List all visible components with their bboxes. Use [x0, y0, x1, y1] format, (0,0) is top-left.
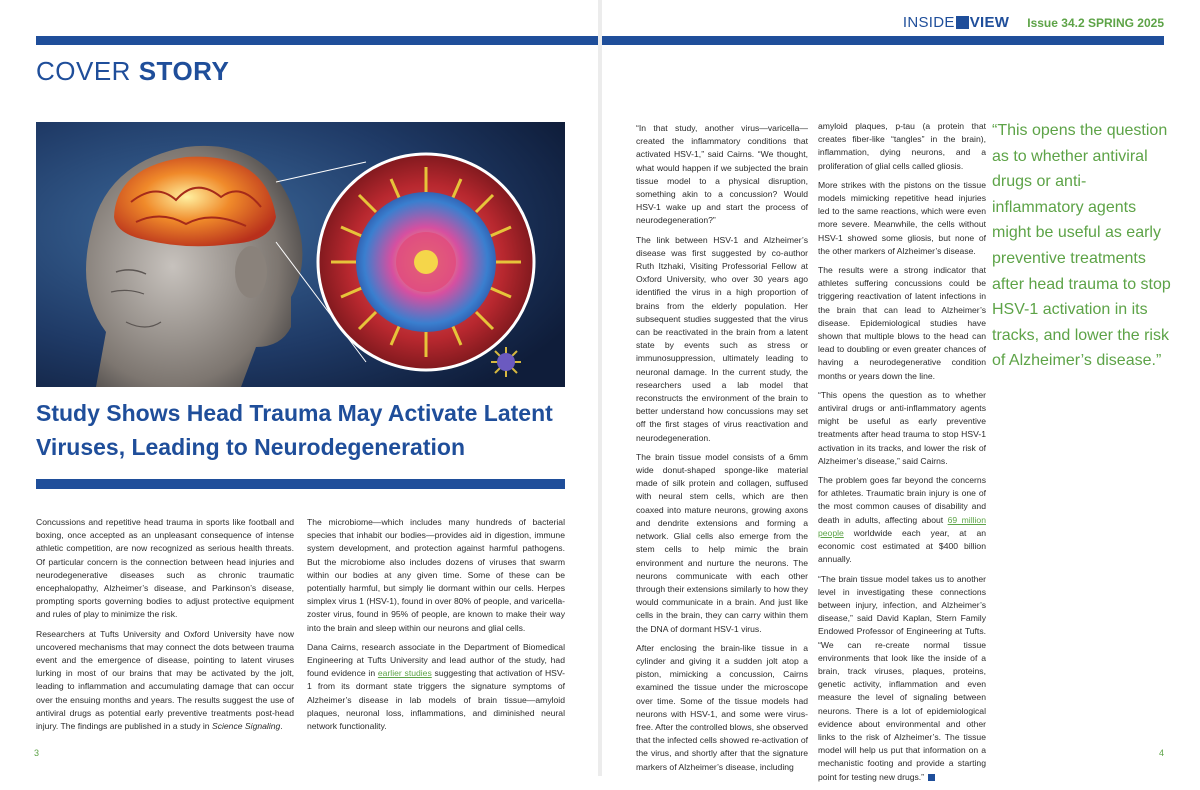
left-column-1 [36, 516, 294, 739]
paragraph-text: suggesting that activation of HSV-1 from its dormant state triggers the signature symptoms of Alzheimer’s disease in lab models of brain tissue—amyloid plaques, neuronal loss, inflammations, and diminished neural network functionality. [307, 668, 566, 732]
headline-underline-bar [36, 479, 565, 489]
paragraph-text: worldwide each year, at an economic cost estimated at $400 billion annually. [818, 527, 986, 565]
earlier-studies-link[interactable]: earlier studies [377, 668, 432, 679]
issue-label: Issue 34.2 SPRING 2025 [1027, 15, 1164, 30]
paragraph: “In that study, another virus—varicella—created the inflammatory conditions that activated HSV-1,” said Cairns. “We thought, what would happen if we subjected the brain tissue model to a physical disruption, something akin to a concussion? Would HSV-1 wake up and start the process of neurodegeneration?” [636, 123, 808, 226]
paragraph: amyloid plaques, p-tau (a protein that creates fiber-like “tangles” in the brain), inflammation, dying neurons, and a proliferation of glial cells called gliosis. [818, 121, 986, 171]
header-bar-right [602, 36, 1164, 45]
paragraph-text: The problem goes far beyond the concerns for athletes. Traumatic brain injury is one of the most common causes of disability and death in adults, affecting about [818, 475, 986, 525]
brand-inside: INSIDE [902, 14, 955, 31]
masthead [903, 14, 1164, 31]
page-number-left: 3 [34, 748, 40, 758]
section-label-light: COVER [36, 56, 139, 86]
paragraph: The brain tissue model consists of a 6mm wide donut-shaped sponge-like material made of silk protein and collagen, suffused with neural stem cells, which are then coaxed into mature neurons, growing axons and dendrite extensions and forming a network. Glial cells also emerge from the stem cells to help mimic the brain environment and nurture the neurons. The neurons communicate with each other through their extensions similarly to how they would communicate in a brain. And just like cells in the brain, they can carry within them the DNA of dormant HSV-1 virus. [636, 451, 808, 634]
paragraph-text: . [280, 721, 283, 732]
section-label-bold: STORY [138, 56, 230, 86]
journal-name: Science Signaling [211, 721, 281, 732]
article-headline: Study Shows Head Trauma May Activate Latent Viruses, Leading to Neurodegeneration [36, 400, 553, 460]
paragraph: The microbiome—which includes many hundreds of bacterial species that inhabit our bodies—provides aid in digestion, immune system development, and protection against harmful pathogens. But the microbiome also includes dozens of viruses that swarm within our bodies at any given time. Some of these can be potentially harmful, but simply lie dormant within our cells. Herpes simplex virus 1 (HSV-1), found in over 80% of people, and varicella-zoster virus, found in 95% of people, are known to make their way into the brain and sleep within our neurons and glial cells. [307, 517, 565, 633]
header-bar-left [36, 36, 598, 45]
paragraph-text: Researchers at Tufts University and Oxford University have now uncovered mechanisms that may connect the dots between trauma event and the emergence of disease, pointing to latent viruses lurking in most of our brains that may be activated by the jolt, leading to inflammation and accumulating damage that can occur over the ensuing months and years. The results suggest the use of antiviral drugs as potential early preventive treatments post-head injury. The findings are published in a study in [36, 628, 294, 732]
paragraph [818, 573, 986, 784]
head-brain-virus-illustration [36, 122, 565, 387]
hero-image [36, 122, 565, 387]
paragraph-text: Dana Cairns, research associate in the Department of Biomedical Engineering at Tufts University and lead author of the study, had found evidence in [307, 641, 565, 679]
brand-view: VIEW [969, 14, 1010, 31]
brand-square-icon [956, 16, 969, 29]
paragraph: The results were a strong indicator that athletes suffering concussions could be triggering reactivation of latent infections in the brain that can lead to Alzheimer’s disease. Epidemiological studies have shown that multiple blows to the head can lead to doubling or even greater chances of having a neurodegenerative condition months or years down the line. [818, 265, 986, 381]
brand-logo [903, 14, 1009, 31]
section-label [36, 56, 229, 87]
paragraph: After enclosing the brain-like tissue in a cylinder and giving it a sudden jolt atop a piston, mimicking a concussion, Cairns examined the tissue under the microscope over time. Some of the tissue models had neurons with HSV-1, and some were virus-free. After the controlled blows, she observed that the infected cells showed re-activation of the virus, and shortly after that the signature markers of Alzheimer’s disease, including [636, 642, 808, 772]
paragraph-text: “The brain tissue model takes us to another level in investigating these connections between injury, infection, and Alzheimer’s disease,” said David Kaplan, Stern Family Endowed Professor of Engineering at Tufts. “We can re-create normal tissue environments that look like the inside of a brain, track viruses, plaques, proteins, genetic activity, inflammation and even measure the level of signaling between neurons. There is a lot of epidemiological evidence about environmental and other links to the risk of Alzheimer’s. The tissue model will help us put that information on a mechanistic footing and provide a starting point for testing new drugs.” [818, 573, 986, 782]
end-of-article-mark-icon [928, 774, 935, 781]
right-column-1 [636, 122, 808, 780]
paragraph [36, 628, 294, 734]
paragraph: The link between HSV-1 and Alzheimer’s disease was first suggested by co-author Ruth Itzhaki, Visiting Professorial Fellow at Oxford University, who over 30 years ago identified the virus in a high proportion of brains from the elderly population. Her subsequent studies suggested that the virus can be reactivated in the brain from a latent state by events such as stress or immunosuppression, ultimately leading to neuronal damage. In the current study, the researchers used a lab model that reconstructs the environment of the brain to better understand how concussions may set off the first stages of virus reactivation and neurodegeneration. [636, 234, 808, 443]
paragraph [307, 641, 565, 733]
left-page [0, 0, 598, 776]
paragraph [818, 474, 986, 566]
pull-quote: “This opens the question as to whether antiviral drugs or anti-inflammatory agents might be useful as early preventive treatments after head trauma to stop HSV-1 activation in its tracks, and lower the risk of Alzheimer’s disease.” [992, 122, 1171, 370]
right-column-2 [818, 120, 986, 790]
69-million-people-link[interactable]: 69 million people [818, 514, 986, 538]
page-number-right: 4 [1158, 748, 1164, 758]
left-column-2 [307, 516, 565, 739]
paragraph: Concussions and repetitive head trauma in sports like football and boxing, once accepted as an unpleasant consequence of intense athletic competition, are now recognized as serious health threats. Of particular concern is the connection between head injuries and neurodegenerative diseases such as chronic traumatic encephalopathy, Alzheimer’s disease, and Parkinson’s disease, prompting sports governing bodies to adjust protective equipment and rules of play to minimize the risk. [36, 517, 294, 620]
paragraph: “This opens the question as to whether antiviral drugs or anti-inflammatory agents might be useful as early preventive treatments after head trauma to stop HSV-1 activation in its tracks, and lower the risk of Alzheimer’s disease,” said Cairns. [818, 389, 986, 466]
right-page [602, 0, 1200, 782]
paragraph: More strikes with the pistons on the tissue models mimicking repetitive head injuries led to the same reactions, which were even more severe. Meanwhile, the cells without HSV-1 showed some gliosis, but none of the other markers of Alzheimer’s disease. [818, 179, 986, 256]
